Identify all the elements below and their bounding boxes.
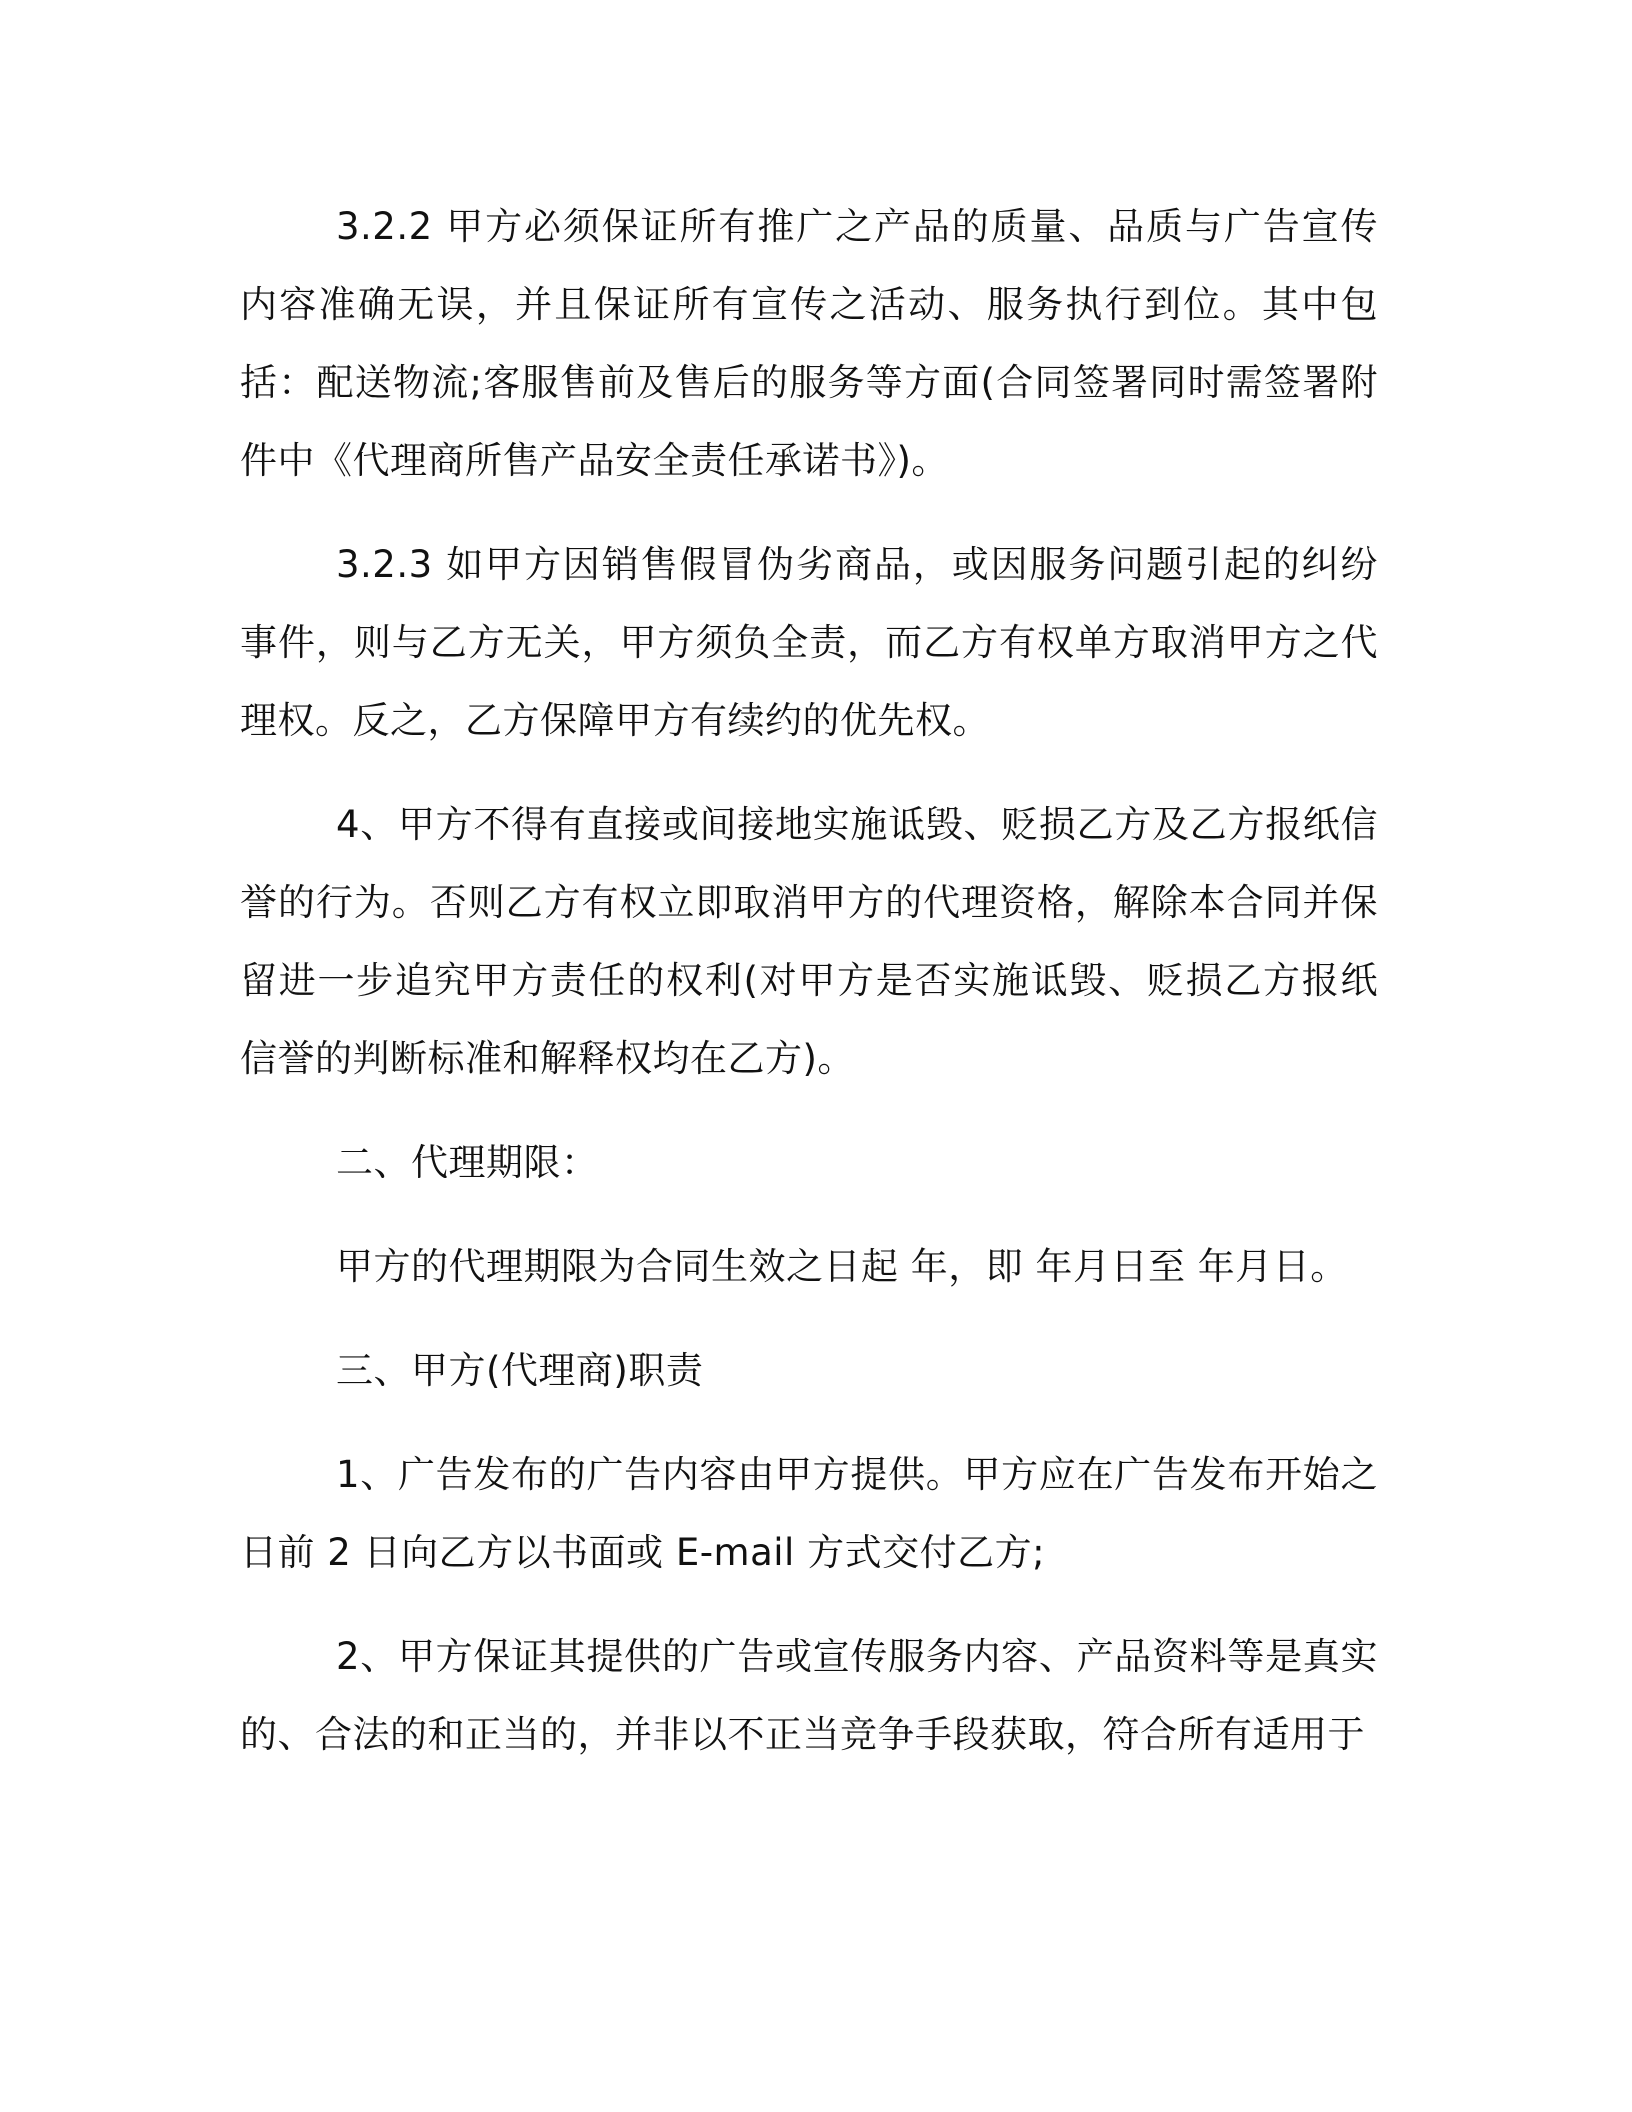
document-body: [240, 188, 1378, 1800]
section-heading-agency-term: 二、代理期限：: [336, 1141, 599, 1184]
clause-4: 4、甲方不得有直接或间接地实施诋毁、贬损乙方及乙方报纸信誉的行为。否则乙方有权立即取消甲方的代理资格，解除本合同并保留进一步追究甲方责任的权利(对甲方是否实施诋毁、贬损乙方报纸信誉的判断标准和解释权均在乙方)。: [240, 803, 1378, 1080]
clause-3-2-2: 3.2.2 甲方必须保证所有推广之产品的质量、品质与广告宣传内容准确无误，并且保证所有宣传之活动、服务执行到位。其中包括：配送物流;客服售前及售后的服务等方面(合同签署同时需签署附件中《代理商所售产品安全责任承诺书》)。: [240, 205, 1378, 482]
duty-item-1: 1、广告发布的广告内容由甲方提供。甲方应在广告发布开始之日前 2 日向乙方以书面或 E-mail 方式交付乙方;: [240, 1453, 1378, 1574]
clause-3-2-3: 3.2.3 如甲方因销售假冒伪劣商品，或因服务问题引起的纠纷事件，则与乙方无关，甲方须负全责，而乙方有权单方取消甲方之代理权。反之，乙方保障甲方有续约的优先权。: [240, 543, 1378, 742]
duty-item-2: 2、甲方保证其提供的广告或宣传服务内容、产品资料等是真实的、合法的和正当的，并非以不正当竞争手段获取，符合所有适用于: [240, 1635, 1378, 1756]
section-heading-agent-duties: 三、甲方(代理商)职责: [336, 1349, 704, 1392]
agency-term-text: 甲方的代理期限为合同生效之日起 年，即 年月日至 年月日。: [336, 1245, 1348, 1288]
